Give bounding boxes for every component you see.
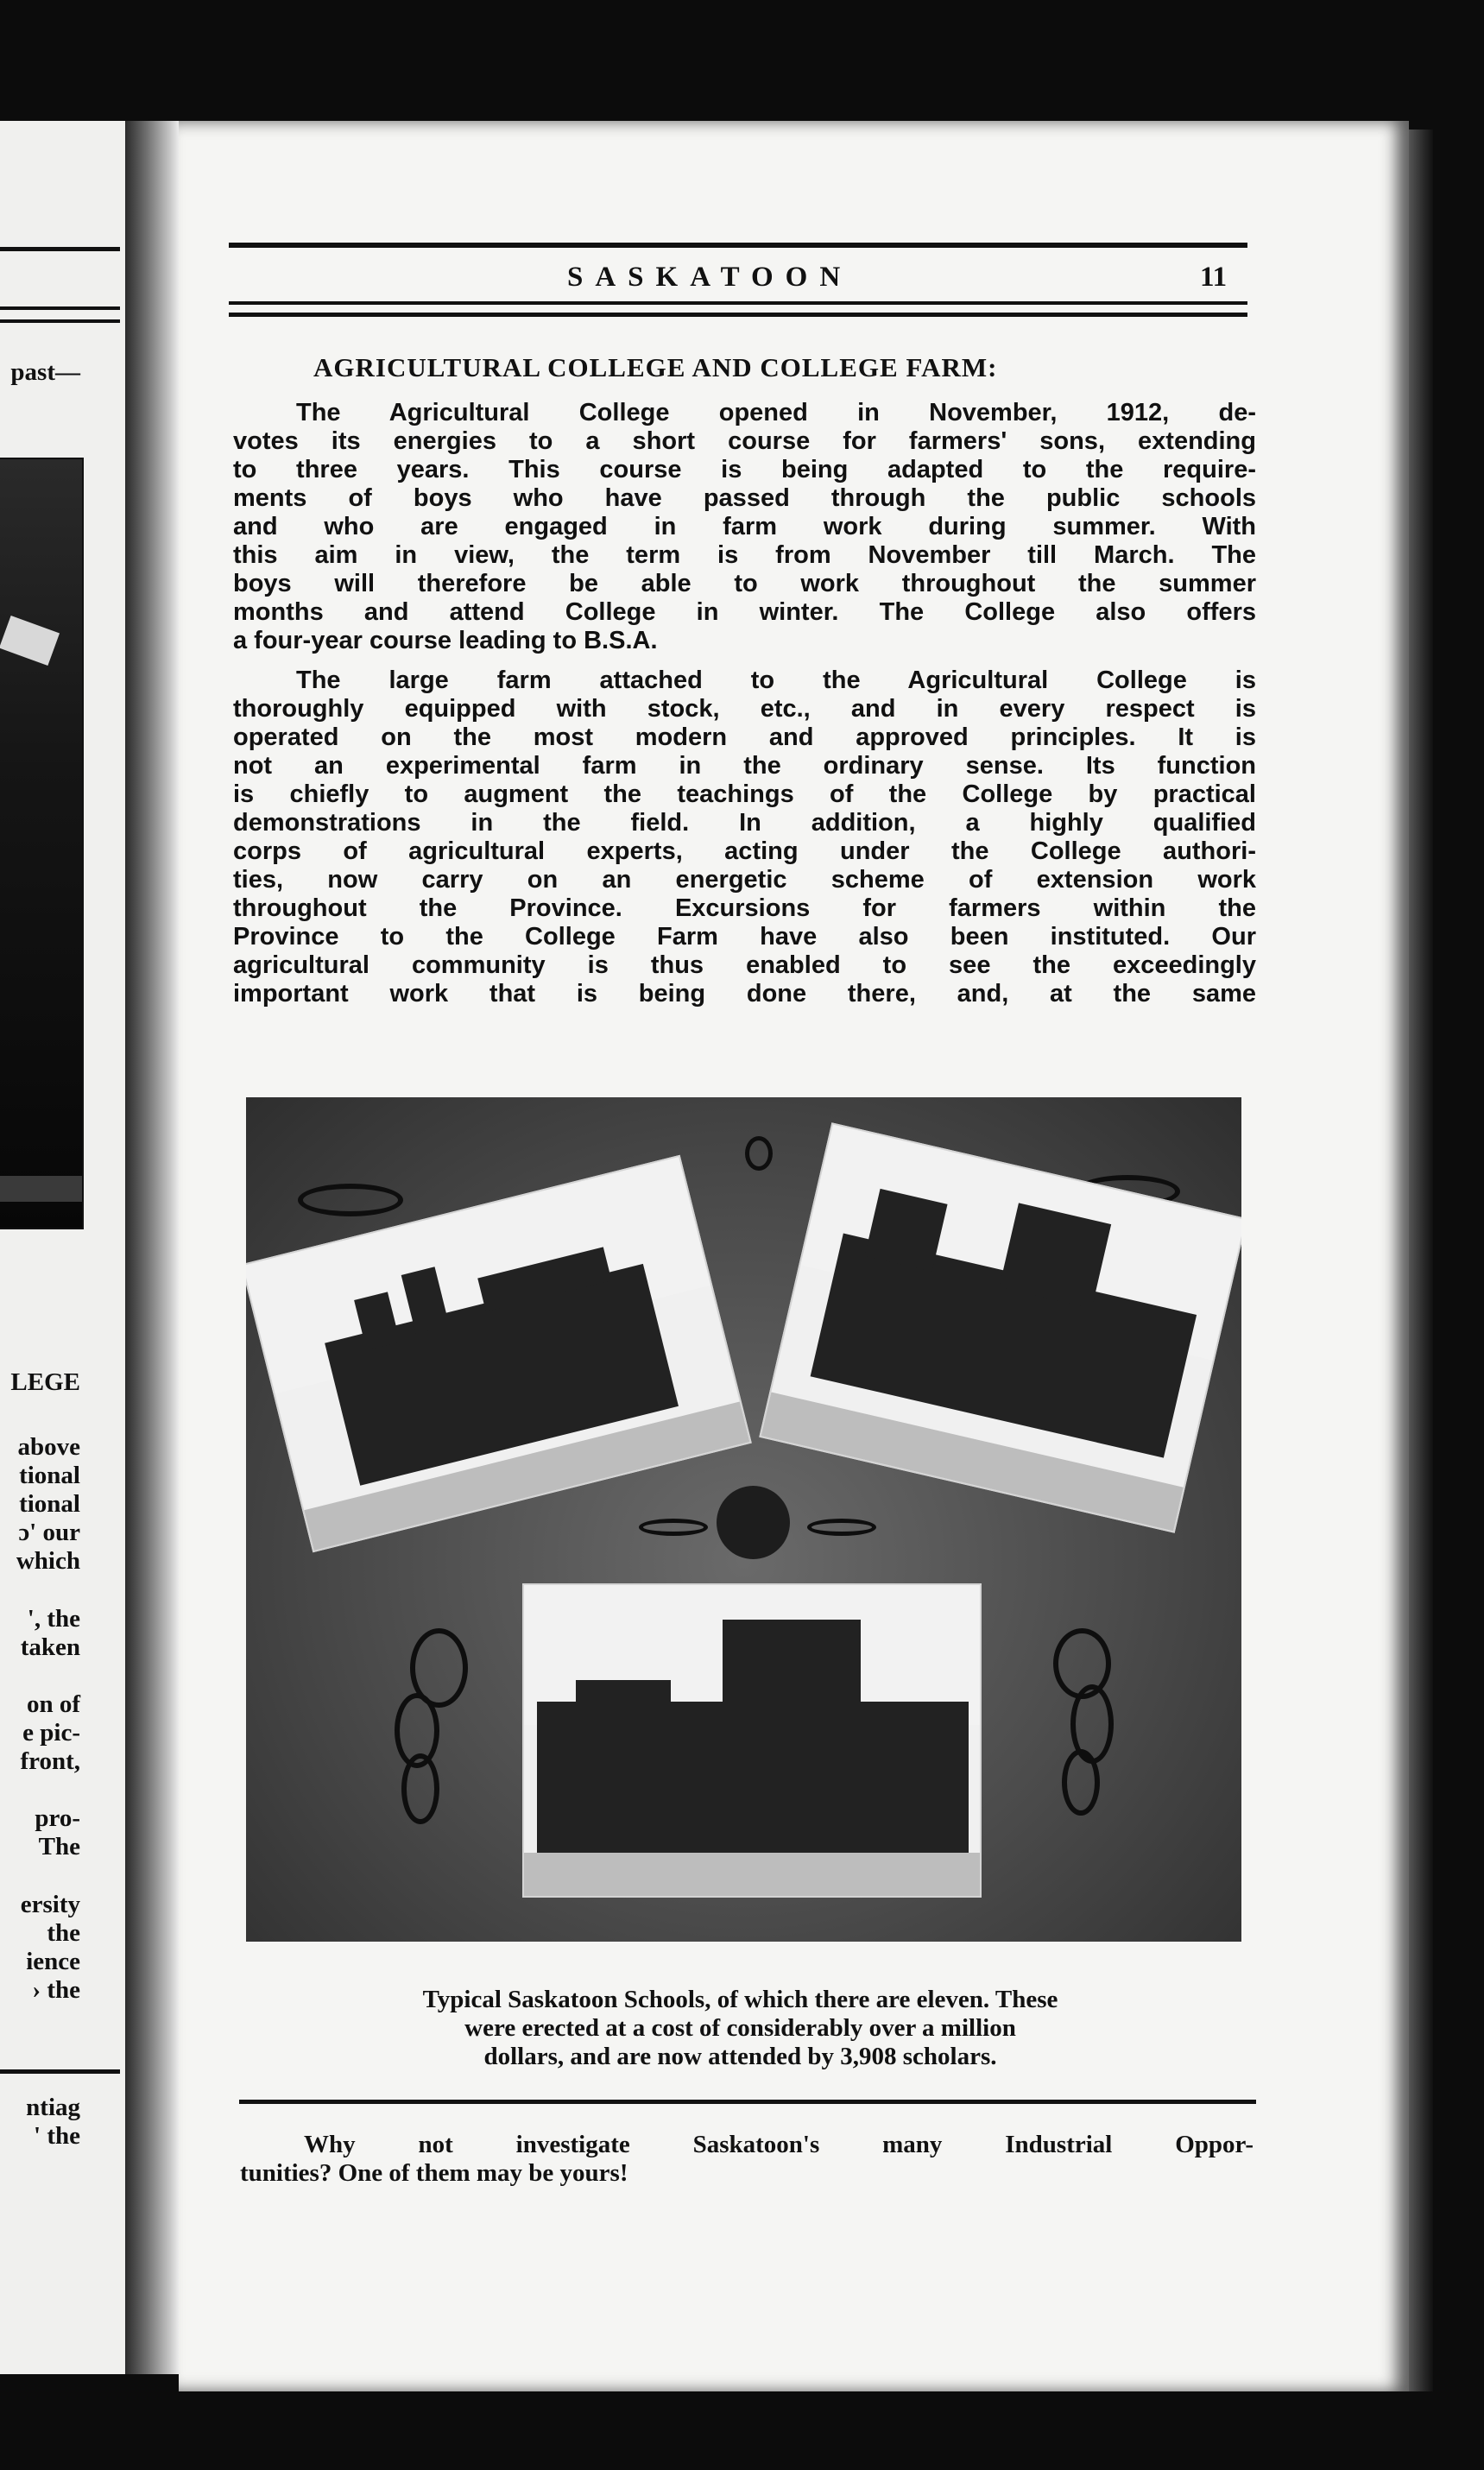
left-bottom-rule xyxy=(0,2069,120,2074)
body-text-line: The large farm attached to the Agricultural College is xyxy=(296,666,1256,694)
left-text-fragment: past— xyxy=(10,358,80,386)
photo-caption-line: Typical Saskatoon Schools, of which there are eleven. These xyxy=(422,1986,1058,2013)
header-top-rule xyxy=(229,243,1247,248)
left-text-fragment: › the xyxy=(32,1976,80,2004)
left-text-fragment: e pic- xyxy=(22,1719,80,1747)
left-text-fragment: tional xyxy=(19,1490,80,1518)
left-text-fragment: front, xyxy=(20,1747,80,1775)
left-text-fragment: ' the xyxy=(34,2122,80,2150)
left-text-fragment: The xyxy=(38,1833,80,1860)
page-number: 11 xyxy=(1200,262,1228,293)
body-text-line: agricultural community is thus enabled to see the exceedingly xyxy=(233,951,1256,979)
header-double-rule-a xyxy=(229,301,1247,305)
body-text-line: important work that is being done there, and, at the same xyxy=(233,980,1256,1008)
left-double-rule-b xyxy=(0,319,120,323)
photo-caption-line: dollars, and are now attended by 3,908 scholars. xyxy=(483,2043,997,2070)
left-text-fragment: pro- xyxy=(35,1804,80,1832)
left-top-rule xyxy=(0,247,120,251)
left-text-fragment: taken xyxy=(20,1633,80,1661)
school-photo-bottom xyxy=(522,1583,982,1898)
left-text-fragment: above xyxy=(17,1433,80,1461)
left-text-fragment: ', the xyxy=(27,1605,80,1633)
body-text-line: not an experimental farm in the ordinary sense. Its function xyxy=(233,752,1256,780)
body-text-line: months and attend College in winter. The College also offers xyxy=(233,598,1256,626)
body-text-line: a four-year course leading to B.S.A. xyxy=(233,627,658,654)
scroll-ornament xyxy=(807,1519,876,1536)
chain-ornament xyxy=(1062,1749,1100,1816)
header-double-rule-b xyxy=(229,313,1247,317)
book-gutter xyxy=(125,121,179,2374)
body-text-line: this aim in view, the term is from November till March. The xyxy=(233,541,1256,569)
body-text-line: votes its energies to a short course for farmers' sons, extending xyxy=(233,427,1256,455)
body-text-line: The Agricultural College opened in November, 1912, de- xyxy=(296,399,1256,426)
left-text-fragment: ience xyxy=(26,1948,80,1975)
scroll-ornament xyxy=(298,1184,403,1216)
book-right-edge xyxy=(1409,130,1433,2391)
body-text-line: to three years. This course is being adapted to the require- xyxy=(233,456,1256,483)
promo-text-line: tunities? One of them may be yours! xyxy=(240,2159,628,2187)
body-text-line: Province to the College Farm have also been instituted. Our xyxy=(233,923,1256,951)
medallion-ornament xyxy=(717,1486,790,1559)
body-text-line: boys will therefore be able to work throughout the summer xyxy=(233,570,1256,597)
left-photo-fragment xyxy=(0,458,84,1229)
left-text-fragment: ntiag xyxy=(26,2094,80,2121)
left-text-fragment: ersity xyxy=(20,1891,80,1918)
chain-ornament xyxy=(401,1753,439,1824)
body-text-line: ments of boys who have passed through the public schools xyxy=(233,484,1256,512)
pin-ornament xyxy=(745,1136,773,1171)
left-text-fragment: on of xyxy=(26,1690,80,1718)
left-heading-fragment: LEGE xyxy=(10,1368,80,1396)
body-text-line: throughout the Province. Excursions for farmers within the xyxy=(233,894,1256,922)
left-text-fragment: the xyxy=(47,1919,80,1947)
body-text-line: is chiefly to augment the teachings of the College by practical xyxy=(233,780,1256,808)
body-text-line: and who are engaged in farm work during summer. With xyxy=(233,513,1256,540)
article-heading: AGRICULTURAL COLLEGE AND COLLEGE FARM: xyxy=(313,352,998,382)
body-text-line: corps of agricultural experts, acting under the College authori- xyxy=(233,837,1256,865)
left-page-fragment xyxy=(0,121,125,2374)
photo-caption-line: were erected at a cost of considerably over a million xyxy=(464,2014,1016,2042)
left-double-rule-a xyxy=(0,306,120,310)
running-header: SASKATOON xyxy=(567,262,853,293)
left-text-fragment: tional xyxy=(19,1462,80,1489)
scroll-ornament xyxy=(639,1519,708,1536)
school-photo-left xyxy=(246,1155,752,1553)
body-text-line: operated on the most modern and approved principles. It is xyxy=(233,723,1256,751)
body-text-line: demonstrations in the field. In addition, a highly qualified xyxy=(233,809,1256,837)
promo-text-line: Why not investigate Saskatoon's many Industrial Oppor- xyxy=(304,2131,1254,2158)
body-text-line: ties, now carry on an energetic scheme of extension work xyxy=(233,866,1256,894)
promo-rule xyxy=(239,2100,1256,2104)
body-text-line: thoroughly equipped with stock, etc., and in every respect is xyxy=(233,695,1256,723)
schools-photo-plate xyxy=(246,1097,1241,1942)
left-text-fragment: ɔ' our xyxy=(18,1519,80,1546)
left-text-fragment: which xyxy=(16,1547,80,1575)
